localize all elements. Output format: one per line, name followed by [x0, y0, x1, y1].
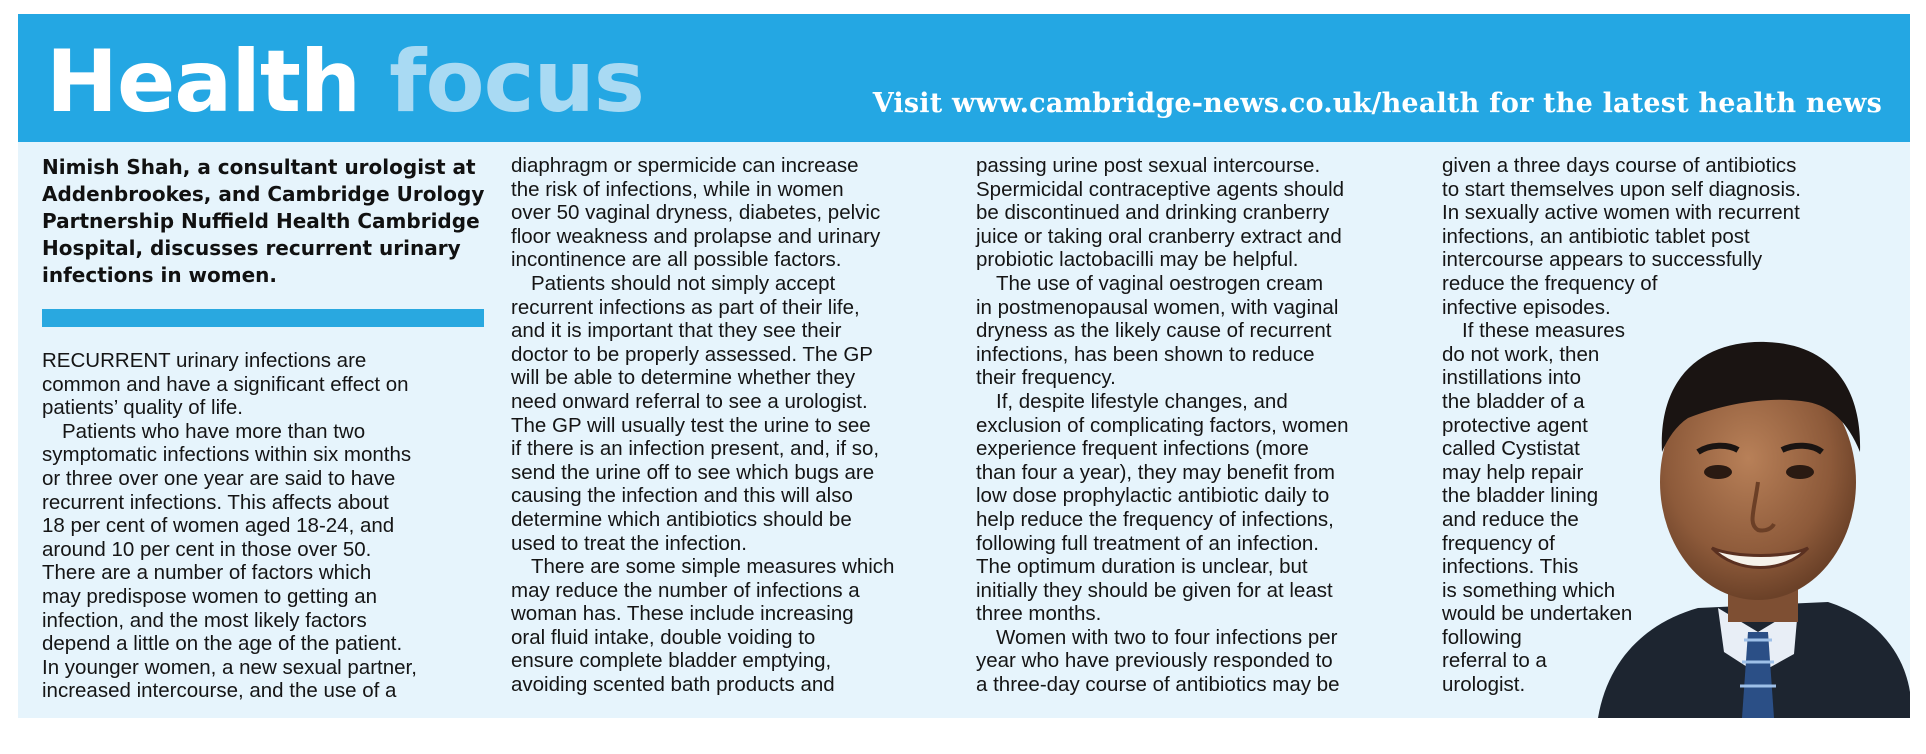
text-line: instillations into — [1442, 366, 1582, 390]
text-line: is something which — [1442, 578, 1616, 602]
text-line: If these measures — [1462, 319, 1625, 343]
text-line: infections. This — [1442, 555, 1579, 579]
text-line: common and have a significant effect on — [42, 372, 409, 396]
text-line: Nimish Shah, a consultant urologist at — [42, 155, 476, 179]
text-line: and it is important that they see their — [511, 319, 842, 343]
text-line: determine which antibiotics should be — [511, 507, 852, 531]
text-line: to start themselves upon self diagnosis. — [1442, 177, 1801, 201]
text-line: avoiding scented bath products and — [511, 673, 835, 697]
text-line: may reduce the number of infections a — [511, 578, 860, 602]
text-line: diaphragm or spermicide can increase — [511, 154, 859, 177]
text-line: Patients should not simply accept — [531, 271, 836, 295]
text-line: if there is an infection present, and, if so, — [511, 437, 880, 461]
text-line: doctor to be properly assessed. The GP — [511, 342, 873, 366]
text-line: may predispose women to getting an — [42, 584, 378, 608]
article-standfirst — [42, 154, 492, 289]
text-line: depend a little on the age of the patient. — [42, 632, 403, 656]
text-line: The GP will usually test the urine to see — [511, 413, 871, 437]
text-line: probiotic lactobacilli may be helpful. — [976, 248, 1299, 272]
text-line: frequency of — [1442, 531, 1555, 555]
text-line: There are some simple measures which — [531, 555, 895, 579]
text-line: reduce the frequency of — [1442, 271, 1658, 295]
text-line: Addenbrookes, and Cambridge Urology — [42, 182, 485, 206]
text-line: the bladder lining — [1442, 484, 1599, 508]
text-line: In sexually active women with recurrent — [1442, 201, 1800, 225]
section-title — [46, 32, 644, 132]
text-line: patients’ quality of life. — [42, 396, 243, 420]
text-line: protective agent — [1442, 413, 1588, 437]
text-line: exclusion of complicating factors, women — [976, 413, 1349, 437]
text-line: Spermicidal contraceptive agents should — [976, 177, 1345, 201]
article-paragraph — [42, 349, 492, 420]
text-line: given a three days course of antibiotics — [1442, 154, 1797, 177]
text-line: low dose prophylactic antibiotic daily to — [976, 484, 1330, 508]
text-line: following full treatment of an infection. — [976, 531, 1319, 555]
text-line: In younger women, a new sexual partner, — [42, 655, 417, 679]
text-line: Patients who have more than two — [62, 419, 366, 443]
text-line: infective episodes. — [1442, 295, 1611, 319]
text-line: or three over one year are said to have — [42, 466, 396, 490]
text-line: their frequency. — [976, 366, 1116, 390]
text-line: would be undertaken — [1442, 602, 1633, 626]
text-line: do not work, then — [1442, 342, 1600, 366]
article-column-1 — [42, 154, 492, 703]
text-line: three months. — [976, 602, 1102, 626]
text-line: over 50 vaginal dryness, diabetes, pelvic — [511, 201, 881, 225]
text-line: recurrent infections. This affects about — [42, 490, 389, 514]
text-line: help reduce the frequency of infections, — [976, 507, 1334, 531]
text-line: intercourse appears to successfully — [1442, 248, 1763, 272]
text-line: infection, and the most likely factors — [42, 608, 367, 632]
text-line: used to treat the infection. — [511, 531, 747, 555]
article-column-2 — [511, 154, 961, 697]
article-paragraph — [976, 626, 1426, 697]
text-line: the bladder of a — [1442, 389, 1585, 413]
text-line: be discontinued and drinking cranberry — [976, 201, 1330, 225]
text-line: referral to a — [1442, 649, 1547, 673]
article-paragraph — [976, 154, 1426, 272]
text-line: oral fluid intake, double voiding to — [511, 625, 816, 649]
article-page — [18, 14, 1910, 718]
text-line: recurrent infections as part of their life, — [511, 295, 860, 319]
article-column-3 — [976, 154, 1426, 697]
text-line: than four a year), they may benefit from — [976, 460, 1335, 484]
text-line: and reduce the — [1442, 507, 1579, 531]
article-paragraph — [42, 420, 492, 703]
portrait-photo-icon — [1578, 302, 1910, 718]
website-tagline: Visit www.cambridge-news.co.uk/health for the latest health news — [872, 88, 1882, 119]
article-body — [18, 142, 1910, 718]
article-paragraph — [976, 390, 1426, 626]
text-line: around 10 per cent in those over 50. — [42, 537, 372, 561]
text-line: experience frequent infections (more — [976, 437, 1309, 461]
text-line: There are a number of factors which — [42, 561, 372, 585]
title-word-health: Health — [46, 32, 361, 132]
text-line: the risk of infections, while in women — [511, 177, 844, 201]
text-line: 18 per cent of women aged 18-24, and — [42, 514, 395, 538]
text-line: send the urine off to see which bugs are — [511, 460, 875, 484]
text-line: causing the infection and this will also — [511, 484, 853, 508]
article-paragraph — [511, 272, 961, 555]
text-line: The use of vaginal oestrogen cream — [996, 271, 1324, 295]
text-line: infections, an antibiotic tablet post — [1442, 224, 1750, 248]
text-line: infections, has been shown to reduce — [976, 342, 1315, 366]
text-line: urologist. — [1442, 673, 1526, 697]
text-line: symptomatic infections within six months — [42, 443, 412, 467]
text-line: a three-day course of antibiotics may be — [976, 673, 1340, 697]
text-line: initially they should be given for at least — [976, 578, 1333, 602]
text-line: in postmenopausal women, with vaginal — [976, 295, 1339, 319]
text-line: infections in women. — [42, 263, 277, 287]
text-line: will be able to determine whether they — [511, 366, 856, 390]
text-line: ensure complete bladder emptying, — [511, 649, 832, 673]
text-line: juice or taking oral cranberry extract and — [976, 224, 1342, 248]
article-paragraph — [511, 154, 961, 272]
article-paragraph — [511, 555, 961, 697]
title-word-focus: focus — [389, 32, 644, 132]
text-line: following — [1442, 625, 1522, 649]
health-focus-banner — [18, 14, 1910, 142]
blue-divider — [42, 309, 484, 327]
text-line: year who have previously responded to — [976, 649, 1333, 673]
text-line: passing urine post sexual intercourse. — [976, 154, 1321, 177]
text-line: woman has. These include increasing — [511, 602, 854, 626]
text-line: may help repair — [1442, 460, 1584, 484]
text-line: Hospital, discusses recurrent urinary — [42, 236, 461, 260]
article-paragraph — [976, 272, 1426, 390]
text-line: The optimum duration is unclear, but — [976, 555, 1308, 579]
text-line: Women with two to four infections per — [996, 625, 1338, 649]
article-paragraph — [1442, 154, 1902, 319]
text-line: need onward referral to see a urologist. — [511, 389, 868, 413]
text-line: floor weakness and prolapse and urinary — [511, 224, 881, 248]
text-line: incontinence are all possible factors. — [511, 248, 842, 272]
text-line: Partnership Nuffield Health Cambridge — [42, 209, 480, 233]
text-line: dryness as the likely cause of recurrent — [976, 319, 1332, 343]
text-line: called Cystistat — [1442, 437, 1580, 461]
text-line: If, despite lifestyle changes, and — [996, 389, 1288, 413]
text-line: increased intercourse, and the use of a — [42, 679, 397, 703]
text-line: RECURRENT urinary infections are — [42, 349, 367, 372]
